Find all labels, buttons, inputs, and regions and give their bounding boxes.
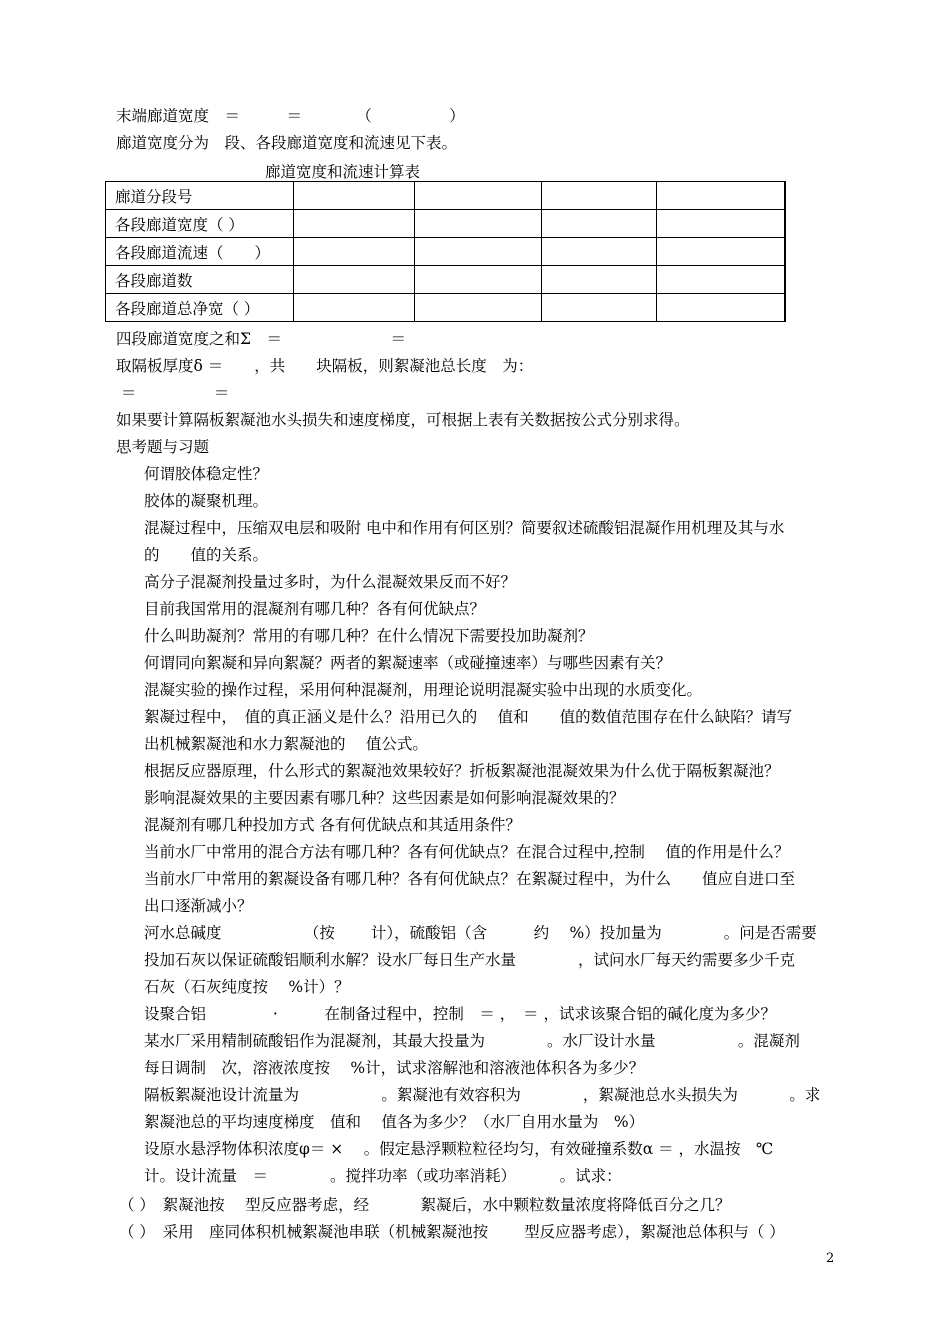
text-line-baffle-thickness: 取隔板厚度δ ＝ ，共 块隔板，则絮凝池总长度 为：: [116, 357, 534, 375]
sub-question-line: （ ） 絮凝池按 型反应器考虑，经 絮凝后，水中颗粒数量浓度将降低百分之几？: [119, 1196, 731, 1214]
question-line: 设聚合铝 · 在制备过程中，控制 ＝ ， ＝ ，试求该聚合铝的碱化度为多少？: [144, 1005, 776, 1023]
question-line: 当前水厂中常用的混合方法有哪几种？各有何优缺点？在混合过程中,控制 值的作用是什么？: [144, 843, 790, 861]
text-line-corridor-sections: 廊道宽度分为 段、各段廊道宽度和流速见下表。: [116, 134, 458, 152]
table-row-label: 各段廊道数: [106, 266, 294, 294]
question-line: 何谓同向絮凝和异向絮凝？两者的絮凝速率（或碰撞速率）与哪些因素有关？: [144, 654, 672, 672]
question-line: 混凝剂有哪几种投加方式 各有何优缺点和其适用条件？: [144, 816, 521, 834]
text-line-width-sum: 四段廊道宽度之和Σ ＝ ＝: [116, 330, 406, 348]
text-line-end-corridor-width: 末端廊道宽度 ＝ ＝ （ ）: [116, 107, 465, 125]
question-line: 设原水悬浮物体积浓度φ＝ × 。假定悬浮颗粒粒径均匀，有效碰撞系数α ＝ ，水温按 ℃: [144, 1140, 774, 1158]
table-row-label: 廊道分段号: [106, 182, 294, 210]
table-row-label: 各段廊道总净宽（ ）: [106, 294, 294, 322]
question-line: 何谓胶体稳定性？: [144, 465, 269, 483]
question-line: 出口逐渐减小？: [144, 897, 253, 915]
table-row-label: 各段廊道流速（ ）: [106, 238, 294, 266]
question-line: 石灰（石灰纯度按 %计）？: [144, 978, 350, 996]
question-line: 某水厂采用精制硫酸铝作为混凝剂，其最大投量为 。水厂设计水量 。混凝剂: [144, 1032, 800, 1050]
table-row: [106, 238, 786, 266]
question-line: 混凝实验的操作过程，采用何种混凝剂，用理论说明混凝实验中出现的水质变化。: [144, 681, 703, 699]
question-line: 投加石灰以保证硫酸铝顺利水解？设水厂每日生产水量 ，试问水厂每天约需要多少千克: [144, 951, 796, 969]
question-line: 高分子混凝剂投量过多时，为什么混凝效果反而不好？: [144, 573, 517, 591]
question-line: 絮凝过程中， 值的真正涵义是什么？沿用已久的 值和 值的数值范围存在什么缺陷？请写: [144, 708, 793, 726]
page-number: 2: [826, 1251, 835, 1266]
table-row: [106, 266, 786, 294]
table-caption: 廊道宽度和流速计算表: [265, 163, 421, 181]
question-line: 胶体的凝聚机理。: [144, 492, 269, 510]
sub-question-line: （ ） 采用 座同体积机械絮凝池串联（机械絮凝池按 型反应器考虑），絮凝池总体积与（ ）: [119, 1223, 785, 1241]
question-line: 河水总碱度 （按 计），硫酸铝（含 约 %）投加量为 。问是否需要: [144, 924, 817, 942]
table-row-label: 各段廊道宽度（ ）: [106, 210, 294, 238]
question-line: 隔板絮凝池设计流量为 。絮凝池有效容积为 ，絮凝池总水头损失为 。求: [144, 1086, 821, 1104]
question-line: 的 值的关系。: [144, 546, 269, 564]
question-line: 出机械絮凝池和水力絮凝池的 值公式。: [144, 735, 428, 753]
text-line-head-loss-note: 如果要计算隔板絮凝池水头损失和速度梯度，可根据上表有关数据按公式分别求得。: [116, 411, 690, 429]
question-line: 计。设计流量 ＝ 。搅拌功率（或功率消耗） 。试求：: [144, 1167, 622, 1185]
table-row: [106, 210, 786, 238]
question-line: 当前水厂中常用的絮凝设备有哪几种？各有何优缺点？在絮凝过程中，为什么 值应自进口至: [144, 870, 796, 888]
question-line: 什么叫助凝剂？常用的有哪几种？在什么情况下需要投加助凝剂？: [144, 627, 594, 645]
question-line: 根据反应器原理，什么形式的絮凝池效果较好？折板絮凝池混凝效果为什么优于隔板絮凝池？: [144, 762, 780, 780]
corridor-width-table: [105, 181, 786, 322]
table-row: [106, 182, 786, 210]
text-line-total-length: ＝ ＝: [116, 384, 230, 402]
section-heading-exercises: 思考题与习题: [116, 438, 210, 456]
table-row: [106, 294, 786, 322]
question-line: 每日调制 次，溶液浓度按 %计，试求溶解池和溶液池体积各为多少？: [144, 1059, 645, 1077]
question-line: 影响混凝效果的主要因素有哪几种？这些因素是如何影响混凝效果的？: [144, 789, 625, 807]
question-line: 混凝过程中，压缩双电层和吸附 电中和作用有何区别？简要叙述硫酸铝混凝作用机理及其与水: [144, 519, 785, 537]
question-line: 目前我国常用的混凝剂有哪几种？各有何优缺点？: [144, 600, 486, 618]
question-line: 絮凝池总的平均速度梯度 值和 值各为多少？（水厂自用水量为 %）: [144, 1113, 645, 1131]
